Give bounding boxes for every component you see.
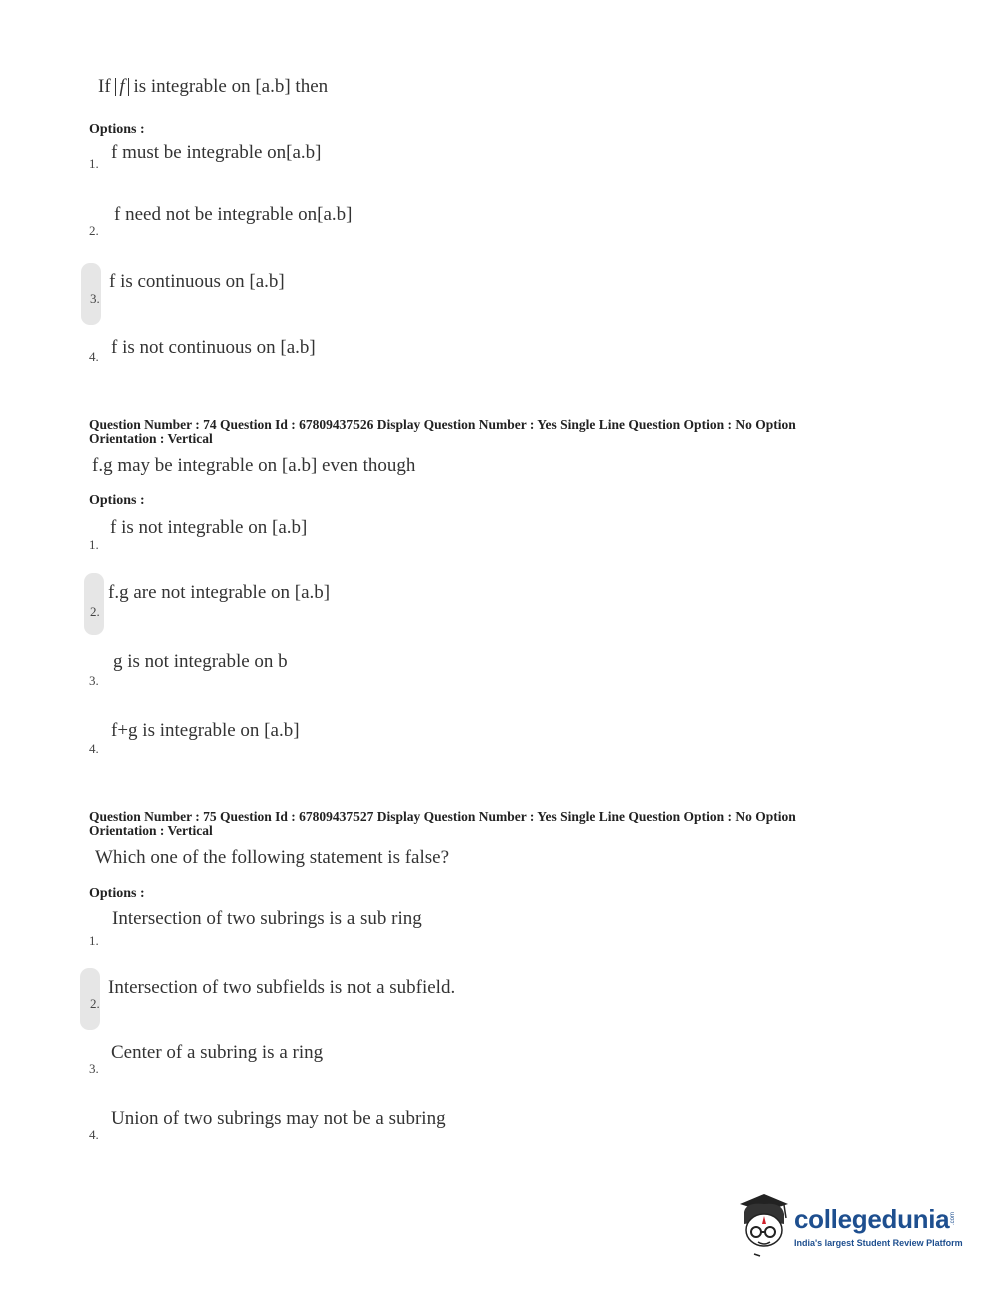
- abs-value-f: f: [115, 78, 128, 96]
- question-75-meta-line1: Question Number : 75 Question Id : 67809437527 Display Question Number : Yes Single Line Question Option : No Option: [89, 809, 796, 824]
- options-label: Options :: [89, 122, 145, 137]
- question-75-meta-line2: Orientation : Vertical: [89, 823, 213, 838]
- option-number: 4.: [89, 741, 99, 756]
- option-number: 4.: [89, 349, 99, 364]
- option-text: Intersection of two subrings is a sub ring: [112, 908, 422, 929]
- option-text: Center of a subring is a ring: [111, 1042, 324, 1063]
- logo-wordmark: collegedunia: [794, 1204, 950, 1234]
- question-75-meta: [89, 810, 796, 838]
- option-text: Intersection of two subfields is not a subfield.: [108, 977, 456, 998]
- question-75-text: Which one of the following statement is false?: [95, 847, 450, 868]
- option-number: 2.: [89, 223, 99, 238]
- logo-tagline: India's largest Student Review Platform: [794, 1238, 963, 1248]
- question-73-text: [98, 76, 328, 98]
- option-number: 3.: [89, 1061, 99, 1076]
- option-number: 2.: [90, 604, 100, 619]
- option-text: Union of two subrings may not be a subring: [111, 1108, 446, 1129]
- options-label: Options :: [89, 493, 145, 508]
- option-number: 1.: [89, 537, 99, 552]
- collegedunia-logo: [734, 1190, 964, 1260]
- option-text: f is not continuous on [a.b]: [111, 337, 316, 358]
- option-text: f is continuous on [a.b]: [109, 271, 285, 292]
- option-number: 1.: [89, 933, 99, 948]
- mascot-icon: [734, 1190, 794, 1260]
- option-text: f is not integrable on [a.b]: [110, 517, 308, 538]
- option-number: 3.: [89, 673, 99, 688]
- question-74-text: f.g may be integrable on [a.b] even though: [92, 455, 416, 476]
- option-number: 2.: [90, 996, 100, 1011]
- question-74-meta-line1: Question Number : 74 Question Id : 67809437526 Display Question Number : Yes Single Line Question Option : No Option: [89, 417, 796, 432]
- option-text: f need not be integrable on[a.b]: [114, 204, 353, 225]
- option-number: 3.: [90, 291, 100, 306]
- question-74-meta-line2: Orientation : Vertical: [89, 431, 213, 446]
- options-label: Options :: [89, 886, 145, 901]
- option-number: 4.: [89, 1127, 99, 1142]
- option-text: g is not integrable on b: [113, 651, 288, 672]
- option-text: f.g are not integrable on [a.b]: [108, 582, 331, 603]
- logo-dotcom: .com: [950, 1212, 956, 1226]
- option-text: f+g is integrable on [a.b]: [111, 720, 300, 741]
- question-73-prefix: If: [98, 76, 116, 97]
- question-74-meta: [89, 418, 796, 446]
- option-number: 1.: [89, 156, 99, 171]
- question-73-suffix: is integrable on [a.b] then: [128, 76, 329, 97]
- option-text: f must be integrable on[a.b]: [111, 142, 322, 163]
